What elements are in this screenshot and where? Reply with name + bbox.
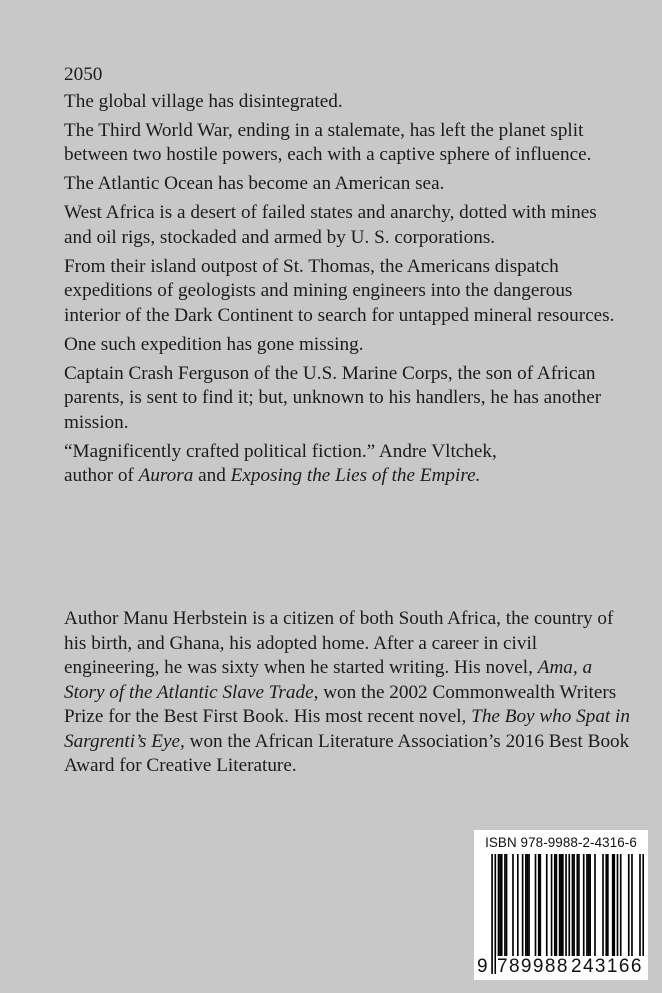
barcode-bar: [556, 854, 558, 958]
barcode-bar: [562, 854, 564, 958]
barcode-bar: [589, 854, 591, 958]
quote-author-prefix: author of: [64, 465, 139, 486]
barcode-bar: [572, 854, 574, 958]
synopsis-paragraph: The Atlantic Ocean has become an American sea.: [64, 173, 445, 194]
barcode-bar: [617, 854, 619, 958]
quote-book-title: Exposing the Lies of the Empire.: [230, 465, 481, 486]
ean-digits: [474, 954, 648, 978]
barcode-bar: [539, 854, 541, 958]
barcode-bar: [559, 854, 561, 958]
barcode-bar: [517, 854, 519, 958]
synopsis-paragraph: Captain Crash Ferguson of the U.S. Marine Corps, the son of African parents, is sent to find it; but, unknown to his handlers, he has another mission.: [64, 362, 602, 433]
synopsis-paragraph: West Africa is a desert of failed states and anarchy, dotted with mines and oil rigs, stockaded and armed by U. S. corporations.: [64, 202, 597, 248]
bio-text: , won the 2002 Commonwealth Writers Prize for the Best First Book. His most recent novel,: [64, 681, 617, 727]
barcode-bar: [528, 854, 530, 958]
author-bio-paragraph: [64, 607, 634, 779]
barcode-bar: [525, 854, 527, 958]
barcode-bar: [527, 854, 529, 958]
barcode-bar: [612, 854, 614, 958]
ean-first-digit: 9: [477, 956, 488, 977]
quote-conjunction: and: [193, 465, 231, 486]
year-heading: 2050: [64, 64, 103, 85]
barcode-bar: [586, 854, 588, 958]
review-quote: [64, 440, 624, 489]
barcode-bar: [588, 854, 590, 958]
synopsis-paragraph: The global village has disintegrated.: [64, 90, 343, 112]
bio-book-title: The Boy who Spat in Sargrenti’s Eye,: [64, 706, 630, 752]
barcode-bar: [506, 854, 508, 958]
barcode-bar: [605, 854, 607, 958]
barcode-bar: [501, 854, 503, 958]
barcode-bar: [512, 854, 514, 958]
synopsis-paragraph: One such expedition has gone missing.: [64, 333, 364, 355]
barcode-bar: [573, 854, 575, 958]
barcode-bar: [499, 854, 501, 958]
barcode-bar: [522, 854, 524, 958]
ean-left-group: 789988: [497, 956, 569, 977]
barcode-bar: [631, 854, 633, 958]
barcode-bar: [554, 854, 556, 958]
bio-text: won the African Literature Association’s 2016 Best Book Award for Creative Literature.: [64, 730, 630, 776]
barcode-bar: [583, 854, 585, 958]
quote-book-title: Aurora: [138, 465, 194, 486]
ean-right-group: 243166: [571, 956, 643, 977]
isbn-label: ISBN 978-9988-2-4316-6: [485, 835, 637, 850]
barcode-bar: [594, 854, 596, 958]
barcode-bar: [504, 854, 506, 958]
barcode-bar: [613, 854, 615, 958]
barcode-bar: [535, 854, 537, 958]
barcode-bar: [602, 854, 604, 958]
barcode-bar: [620, 854, 622, 958]
synopsis-paragraph: From their island outpost of St. Thomas, the Americans dispatch expeditions of geologists and mining engineers into the dangerous interior of the Dark Continent to search for untapped mineral resources.: [64, 255, 615, 326]
barcode-bar: [498, 854, 500, 958]
synopsis-paragraph: The Third World War, ending in a stalemate, has left the planet split between two hostile powers, each with a captive sphere of influence.: [64, 119, 592, 165]
barcode-bar: [607, 854, 609, 958]
barcode-bar: [628, 854, 630, 958]
barcode-bar: [546, 854, 548, 958]
barcode-bar: [560, 854, 562, 958]
barcode-bar: [576, 854, 578, 958]
synopsis: [64, 63, 624, 493]
quote-text: “Magnificently crafted political fiction.” Andre Vltchek,: [64, 440, 497, 462]
bio-book-title: Ama, a Story of the Atlantic Slave Trade: [64, 657, 593, 703]
barcode-bar: [578, 854, 580, 958]
barcode-bar: [538, 854, 540, 958]
author-bio: [64, 607, 634, 779]
isbn-barcode: [474, 830, 648, 980]
barcode-bar: [551, 854, 553, 958]
bio-text: Author Manu Herbstein is a citizen of both South Africa, the country of his birth, and Ghana, his adopted home. After a career in civil engineering, he was sixty when he started writing. His novel,: [64, 608, 614, 678]
